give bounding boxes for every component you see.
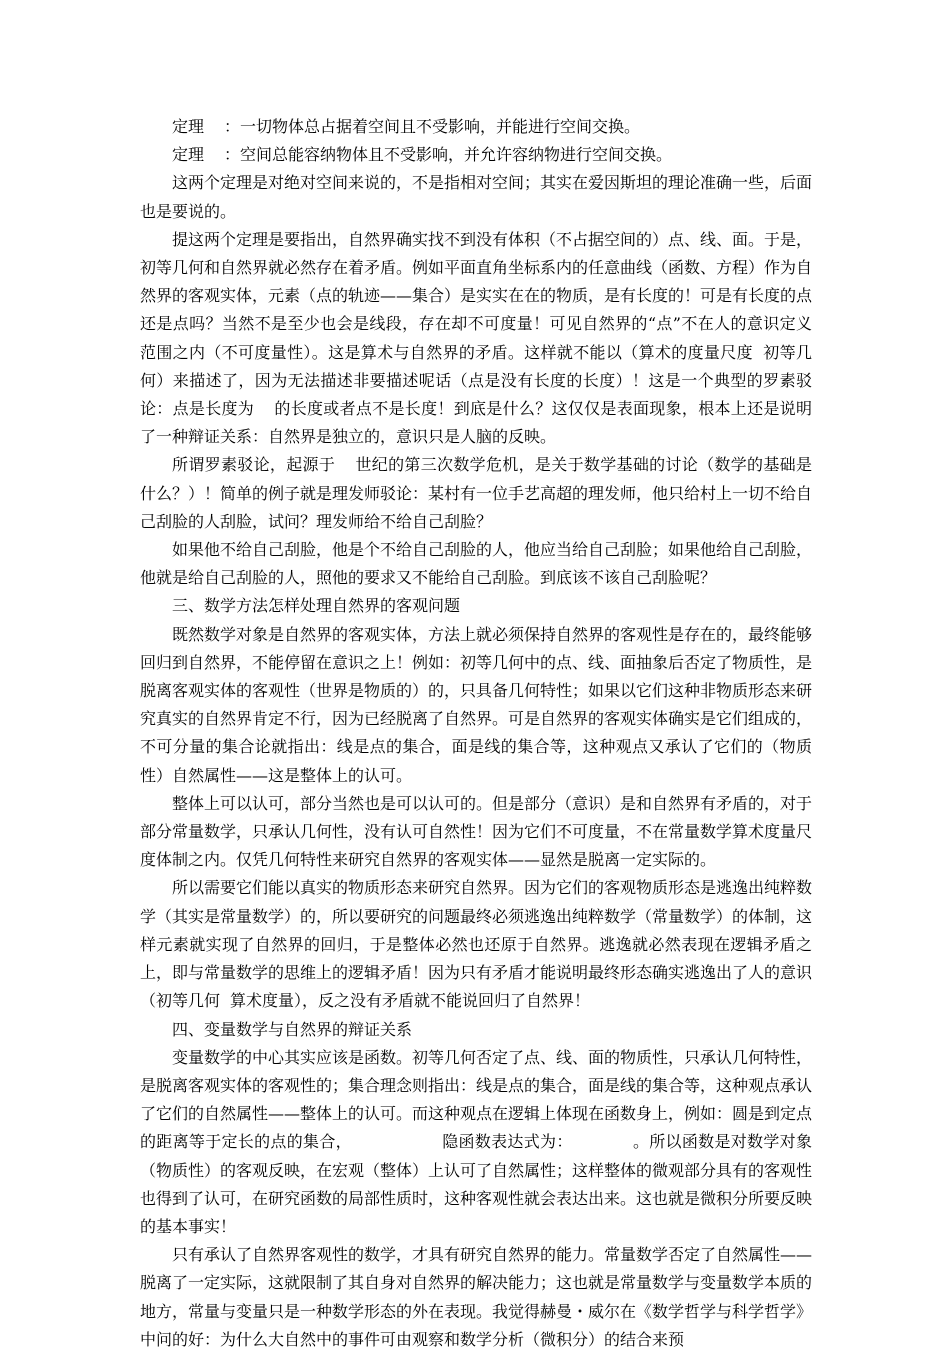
paragraph-russell-part-1: 所谓罗素驳论，起源于 [172, 455, 336, 475]
paragraph-variable-math: 只有承认了自然界客观性的数学，才具有研究自然界的能力。常量数学否定了自然属性——脱离了一定实际，这就限制了其自身对自然界的解决能力；这也就是常量数学与变量数学本质的地方，常量与变量只是一种数学形态的外在表现。我觉得赫曼・威尔在《数学哲学与科学哲学》中问的好：为什么大自然中的事件可由观察和数学分析（微积分）的结合来预 [140, 1245, 813, 1349]
paragraph-functions-part-3: 。所以函数是对数学对象（物质性）的客观反映，在宏观（整体）上认可了自然属性；这样整体的微观部分具有的客观性也得到了认可，在研究函数的局部性质时，这种客观性就会表达出来。这也就是微积分所要反映的基本事实！ [140, 1132, 813, 1236]
paragraph-contradiction-part-2: 初等几何）来描述了，因为无法描述非要描述呢话（点是没有长度的长度）！这是一个典型的罗素驳论：点是长度为 [140, 342, 812, 419]
theorem-2-text: ：空间总能容纳物体且不受影响，并允许容纳物进行空间交换。 [224, 145, 673, 165]
paragraph-russell-paradox [140, 451, 812, 536]
paragraph-functions [140, 1044, 812, 1241]
theorem-2 [140, 141, 812, 169]
paragraph-contradiction-part-3: 的长度或者点不是长度！到底是什么？这仅仅是表面现象，根本上还是说明了一种辩证关系：自然界是独立的，意识只是人脑的反映。 [140, 399, 812, 447]
theorem-1 [140, 113, 812, 141]
theorem-1-label: 定理 [172, 117, 205, 136]
paragraph-escape-part-2: 算术度量），反之没有矛盾就不能说回归了自然界！ [230, 991, 591, 1011]
paragraph-objective-entity: 既然数学对象是自然界的客观实体，方法上就必须保持自然界的客观性是存在的，最终能够回归到自然界，不能停留在意识之上！例如：初等几何中的点、线、面抽象后否定了物质性，是脱离客观实体的客观性（世界是物质的）的，只具备几何特性；如果以它们这种非物质形态来研究真实的自然界肯定不行，因为已经脱离了自然界。可是自然界的客观实体确实是它们组成的，不可分量的集合论就指出：线是点的集合，面是线的集合等，这种观点又承认了它们的（物质性）自然属性——这是整体上的认可。 [140, 624, 813, 785]
theorem-2-label: 定理 [172, 145, 205, 165]
paragraph-contradiction [140, 226, 812, 452]
section-heading-3: 三、数学方法怎样处理自然界的客观问题 [172, 596, 461, 616]
paragraph-escape-part-1: 所以需要它们能以真实的物质形态来研究自然界。因为它们的客观物质形态是逃逸出纯粹数学（其实是常量数学）的，所以要研究的问题最终必须逃逸出纯粹数学（常量数学）的体制，这样元素就实现了自然界的回归，于是整体必然也还原于自然界。逃逸就必然表现在逻辑矛盾之上，即与常量数学的思维上的逻辑矛盾！因为只有矛盾才能说明最终形态确实逃逸出了人的意识（初等几何 [140, 878, 813, 1011]
document-page [140, 113, 812, 1354]
paragraph-functions-part-2: 隐函数表达式为： [441, 1132, 573, 1152]
paragraph-barber: 如果他不给自己刮脸，他是个不给自己刮脸的人，他应当给自己刮脸；如果他给自己刮脸，他就是给自己刮脸的人，照他的要求又不能给自己刮脸。到底该不该自己刮脸呢？ [140, 540, 813, 588]
paragraph-partial-recognition: 整体上可以认可，部分当然也是可以认可的。但是部分（意识）是和自然界有矛盾的，对于部分常量数学，只承认几何性，没有认可自然性！因为它们不可度量，不在常量数学算术度量尺度体制之内。仅凭几何特性来研究自然界的客观实体——显然是脱离一定实际的。 [140, 793, 813, 870]
paragraph-russell-part-2: 世纪的第三次数学危机，是关于数学基础的讨论（数学的基础是什么？）！简单的例子就是理发师驳论：某村有一位手艺高超的理发师，他只给村上一切不给自己刮脸的人刮脸，试问？理发师给不给自己刮脸？ [140, 455, 813, 531]
section-heading-4: 四、变量数学与自然界的辩证关系 [172, 1019, 413, 1039]
paragraph-contradiction-part-1: 提这两个定理是要指出，自然界确实找不到没有体积（不占据空间的）点、线、面。于是，初等几何和自然界就必然存在着矛盾。例如平面直角坐标系内的任意曲线（函数、方程）作为自然界的客观实体，元素（点的轨迹——集合）是实实在在的物质，是有长度的！可是有长度的点还是点吗？当然不是至少也会是线段，存在却不可度量！可见自然界的“点”不在人的意识定义范围之内（不可度量性）。这是算术与自然界的矛盾。这样就不能以（算术的度量尺度 [140, 229, 813, 362]
paragraph-functions-part-1: 变量数学的中心其实应该是函数。初等几何否定了点、线、面的物质性，只承认几何特性，是脱离客观实体的客观性的；集合理念则指出：线是点的集合，面是线的集合等，这种观点承认了它们的自然属性——整体上的认可。而这种观点在逻辑上体现在函数身上，例如：圆是到定点的距离等于定长的点的集合， [140, 1047, 813, 1152]
paragraph-absolute-space: 这两个定理是对绝对空间来说的，不是指相对空间；其实在爱因斯坦的理论准确一些，后面也是要说的。 [140, 173, 813, 221]
paragraph-escape [140, 874, 812, 1015]
theorem-1-text: ：一切物体总占据着空间且不受影响，并能进行空间交换。 [224, 117, 641, 136]
